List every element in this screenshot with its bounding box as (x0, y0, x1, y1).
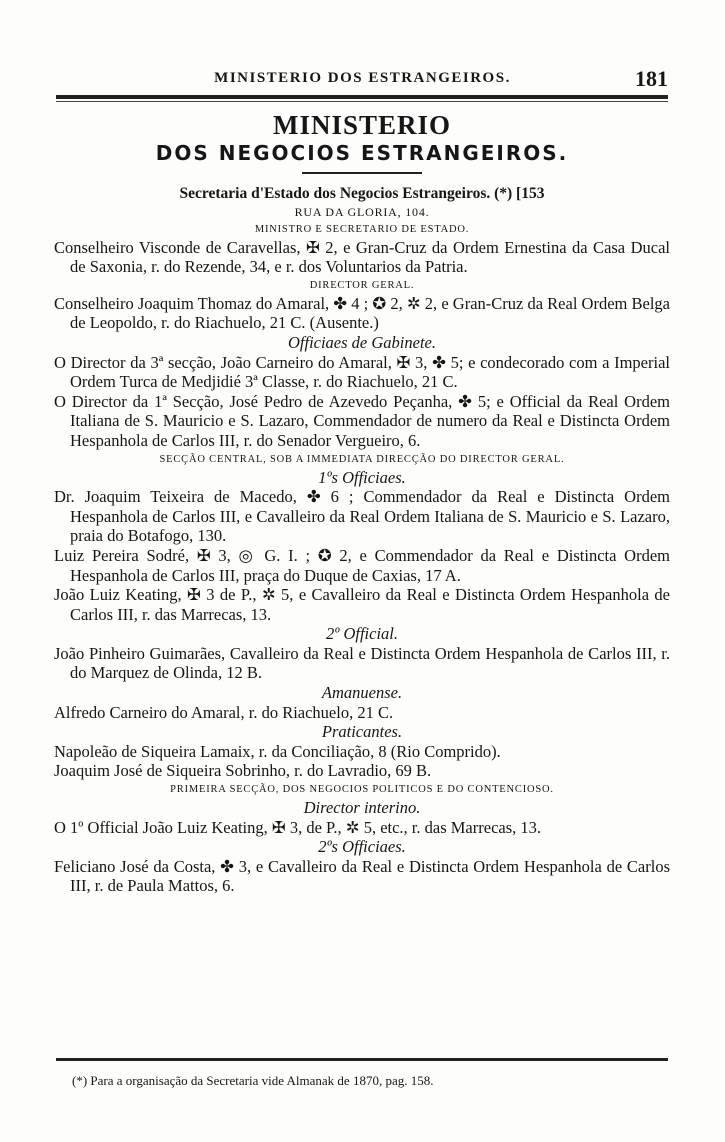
ornament-line (302, 172, 422, 174)
entry-minister: Conselheiro Visconde de Caravellas, ✠ 2, e Gran-Cruz da Ordem Ernestina da Casa Ducal de Saxonia, r. do Rezende, 34, e r. dos Voluntarios da Patria. (54, 237, 670, 277)
entry-central-3: João Luiz Keating, ✠ 3 de P., ✲ 5, e Cavalleiro da Real e Distincta Ordem Hespanhola de Carlos III, r. das Marrecas, 13. (54, 585, 670, 624)
running-title: MINISTERIO DOS ESTRANGEIROS. (214, 70, 511, 86)
subheading-director-interino: Director interino. (303, 798, 421, 818)
entry-director-interino: O 1º Official João Luiz Keating, ✠ 3, de P., ✲ 5, etc., r. das Marrecas, 13. (54, 817, 542, 837)
footnote-rule (56, 1058, 668, 1061)
entry-central-4: João Pinheiro Guimarães, Cavalleiro da Real e Distincta Ordem Hespanhola de Carlos III, r. do Marquez de Olinda, 12 B. (54, 643, 670, 683)
entry-praticante-1: Napoleão de Siqueira Lamaix, r. da Conciliação, 8 (Rio Comprido). (54, 741, 501, 761)
footnote: (*) Para a organisação da Secretaria vide Almanak de 1870, pag. 158. (72, 1073, 434, 1088)
entry-director: Conselheiro Joaquim Thomaz do Amaral, ✤ 4 ; ✪ 2, ✲ 2, e Gran-Cruz da Real Ordem Belga de Leopoldo, r. do Riachuelo, 21 C. (Ausente.) (54, 293, 670, 333)
subheading-gabinete: Officiaes de Gabinete. (287, 332, 436, 352)
subheading-segundos-officiaes: 2ºs Officiaes. (318, 837, 406, 857)
section-heading-primeira: PRIMEIRA SECÇÃO, DOS NEGOCIOS POLITICOS E DO CONTENCIOSO. (170, 784, 554, 796)
entry-praticante-2: Joaquim José de Siqueira Sobrinho, r. do Lavradio, 69 B. (54, 761, 432, 781)
section-heading-director: DIRECTOR GERAL. (309, 279, 415, 291)
main-title: MINISTERIO (272, 110, 452, 140)
main-subtitle: DOS NEGOCIOS ESTRANGEIROS. (155, 141, 569, 165)
subheading-primeiros-officiaes: 1ºs Officiaes. (318, 467, 406, 487)
subheading-praticantes: Praticantes. (321, 722, 403, 742)
entry-amanuense: Alfredo Carneiro do Amaral, r. do Riachuelo, 21 C. (54, 702, 394, 722)
running-header (0, 66, 725, 94)
header-rule (56, 95, 668, 99)
page-number: 181 (635, 66, 668, 91)
page-content (54, 110, 670, 896)
address-line: RUA DA GLORIA, 104. (294, 204, 430, 219)
section-heading-minister: MINISTRO E SECRETARIO DE ESTADO. (254, 223, 470, 235)
subheading-segundo-official: 2º Official. (325, 624, 399, 644)
secretaria-line: Secretaria d'Estado dos Negocios Estrangeiros. (*) [153 (179, 185, 545, 202)
entry-central-1: Dr. Joaquim Teixeira de Macedo, ✤ 6 ; Commendador da Real e Distincta Ordem Hespanhola de Carlos III, e Cavalleiro da Real Ordem Italiana de S. Mauricio e S. Lazaro, praia do Botafogo, 130. (54, 487, 670, 546)
section-heading-central: SECÇÃO CENTRAL, SOB A IMMEDIATA DIRECÇÃO DO DIRECTOR GERAL. (159, 453, 565, 465)
entry-central-2: Luiz Pereira Sodré, ✠ 3, ◎ G. I. ; ✪ 2, e Commendador da Real e Distincta Ordem Hespanhola de Carlos III, praça do Duque de Caxias, 17 A. (54, 545, 670, 585)
entry-gabinete-2: O Director da 1ª Secção, José Pedro de Azevedo Peçanha, ✤ 5; e Official da Real Ordem Italiana de S. Mauricio e S. Lazaro, Commendador de numero da Real e Distincta Ordem Hespanhola de Carlos III, r. do Senador Vergueiro, 6. (54, 391, 670, 450)
subheading-amanuense: Amanuense. (321, 683, 403, 703)
entry-segundo-official: Feliciano José da Costa, ✤ 3, e Cavalleiro da Real e Distincta Ordem Hespanhola de Carlos III, r. de Paula Mattos, 6. (54, 856, 670, 896)
entry-gabinete-1: O Director da 3ª secção, João Carneiro do Amaral, ✠ 3, ✤ 5; e condecorado com a Imperial Ordem Turca de Medjidié 3ª Classe, r. do Riachuelo, 21 C. (54, 352, 670, 392)
header-rule-thin (56, 101, 668, 102)
ornament-divider (54, 166, 670, 180)
